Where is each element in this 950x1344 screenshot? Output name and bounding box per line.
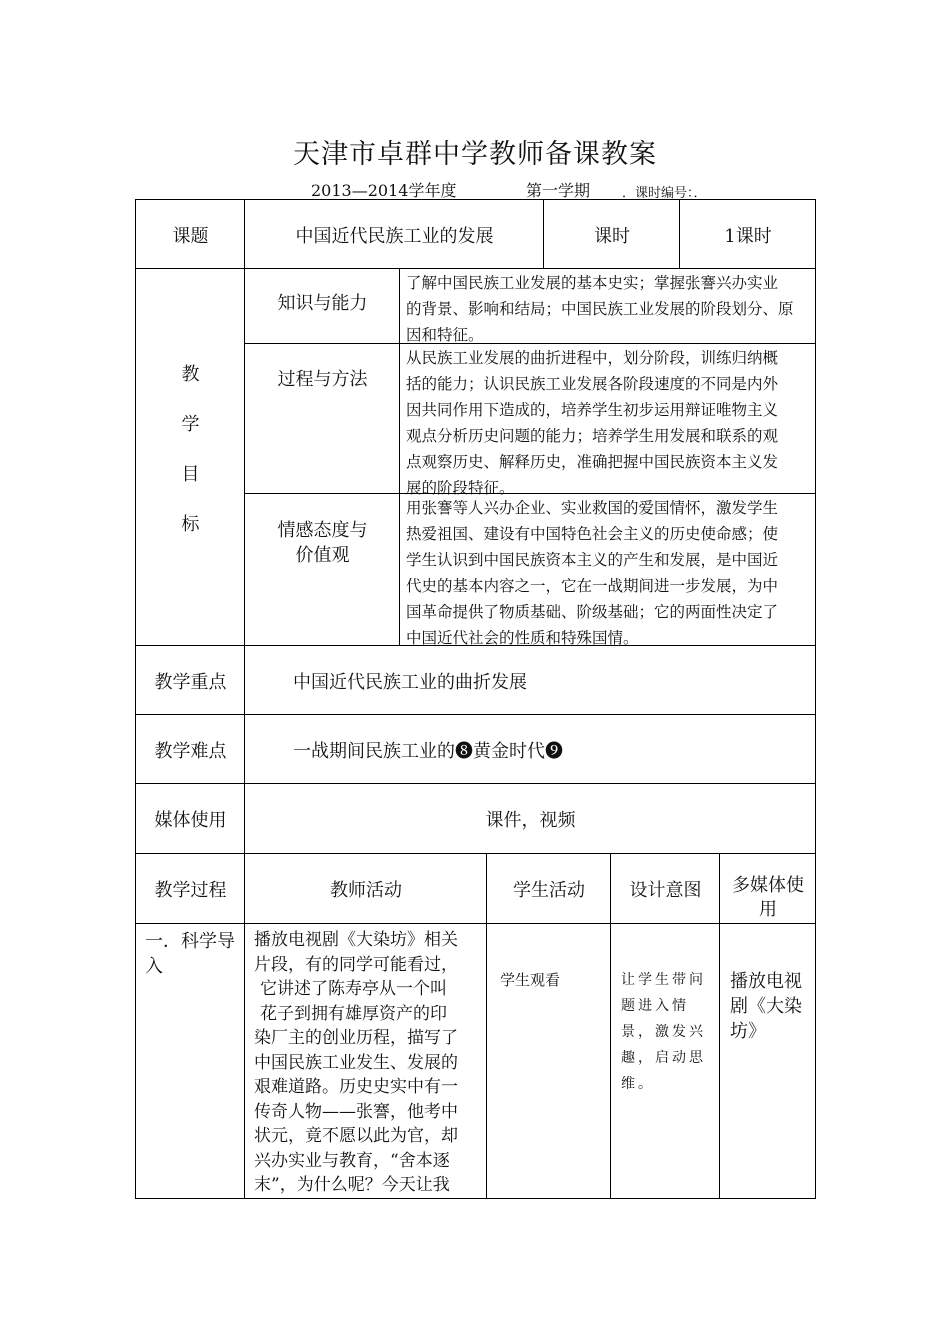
- objective-attitude-text: 用张謇等人兴办企业、实业救国的爱国情怀，激发学生 热爱祖国、建设有中国特色社会主义的历史使命感；使 学生认识到中国民族资本主义的产生和发展，是中国近 代史的基本内容之一，它在一战期间进一步发展，为中 国革命提供了物质基础、阶级基础；它的两面性决定了 中国近代社会的性质和特殊国情。: [399, 493, 816, 646]
- topic-value: 中国近代民族工业的发展: [244, 199, 544, 269]
- term: 第一学期: [526, 181, 591, 200]
- objective-knowledge-text: 了解中国民族工业发展的基本史实；掌握张謇兴办实业 的背景、影响和结局；中国民族工业发展的阶段划分、原 因和特征。: [399, 268, 816, 344]
- media-label: 媒体使用: [135, 783, 245, 854]
- process-header-intent: 设计意图: [610, 853, 720, 924]
- hours-label: 课时: [543, 199, 680, 269]
- key-point-value: 中国近代民族工业的曲折发展: [244, 645, 816, 715]
- process-row-stage: 一．科学导 入: [135, 923, 245, 1199]
- process-header-stage: 教学过程: [135, 853, 245, 924]
- page-title: 天津市卓群中学教师备课教案: [293, 139, 657, 170]
- objective-knowledge-label: 知识与能力: [244, 268, 400, 344]
- key-point-label: 教学重点: [135, 645, 245, 715]
- media-value: 课件，视频: [244, 783, 816, 854]
- difficulty-value: 一战期间民族工业的❽黄金时代❾: [244, 714, 816, 784]
- topic-label: 课题: [135, 199, 245, 269]
- lesson-number-label: ．课时编号：．: [622, 186, 707, 201]
- objective-attitude-label: 情感态度与 价值观: [244, 493, 400, 646]
- objective-process-text: 从民族工业发展的曲折进程中，划分阶段，训练归纳概 括的能力；认识民族工业发展各阶段速度的不同是内外 因共同作用下造成的，培养学生初步运用辩证唯物主义 观点分析历史问题的能力；培养学生用发展和联系的观 点观察历史、解释历史，准确把握中国民族资本主义发 展的阶段特征。: [399, 343, 816, 494]
- process-row-student: 学生观看: [486, 923, 611, 1199]
- objectives-label: 教 学 目 标: [135, 268, 245, 646]
- process-header-teacher: 教师活动: [244, 853, 487, 924]
- objective-process-label: 过程与方法: [244, 343, 400, 494]
- process-header-media: 多媒体使 用: [719, 853, 816, 924]
- difficulty-label: 教学难点: [135, 714, 245, 784]
- process-row-teacher: 播放电视剧《大染坊》相关 片段，有的同学可能看过， 它讲述了陈寿亭从一个叫 花子到拥有雄厚资产的印 染厂主的创业历程，描写了 中国民族工业发生、发展的 艰难道路。历史史实中有一 传奇人物——张謇，他考中 状元，竟不愿以此为官，却 兴办实业与教育，“舍本逐 末”，为什么呢？今天让我: [244, 923, 487, 1199]
- process-row-intent: 让学生带问 题进入情 景，激发兴 趣，启动思 维。: [610, 923, 720, 1199]
- hours-value: 1课时: [679, 199, 816, 269]
- process-row-media: 播放电视 剧《大染 坊》: [719, 923, 816, 1199]
- process-header-student: 学生活动: [486, 853, 611, 924]
- school-year: 2013—2014学年度: [311, 181, 457, 200]
